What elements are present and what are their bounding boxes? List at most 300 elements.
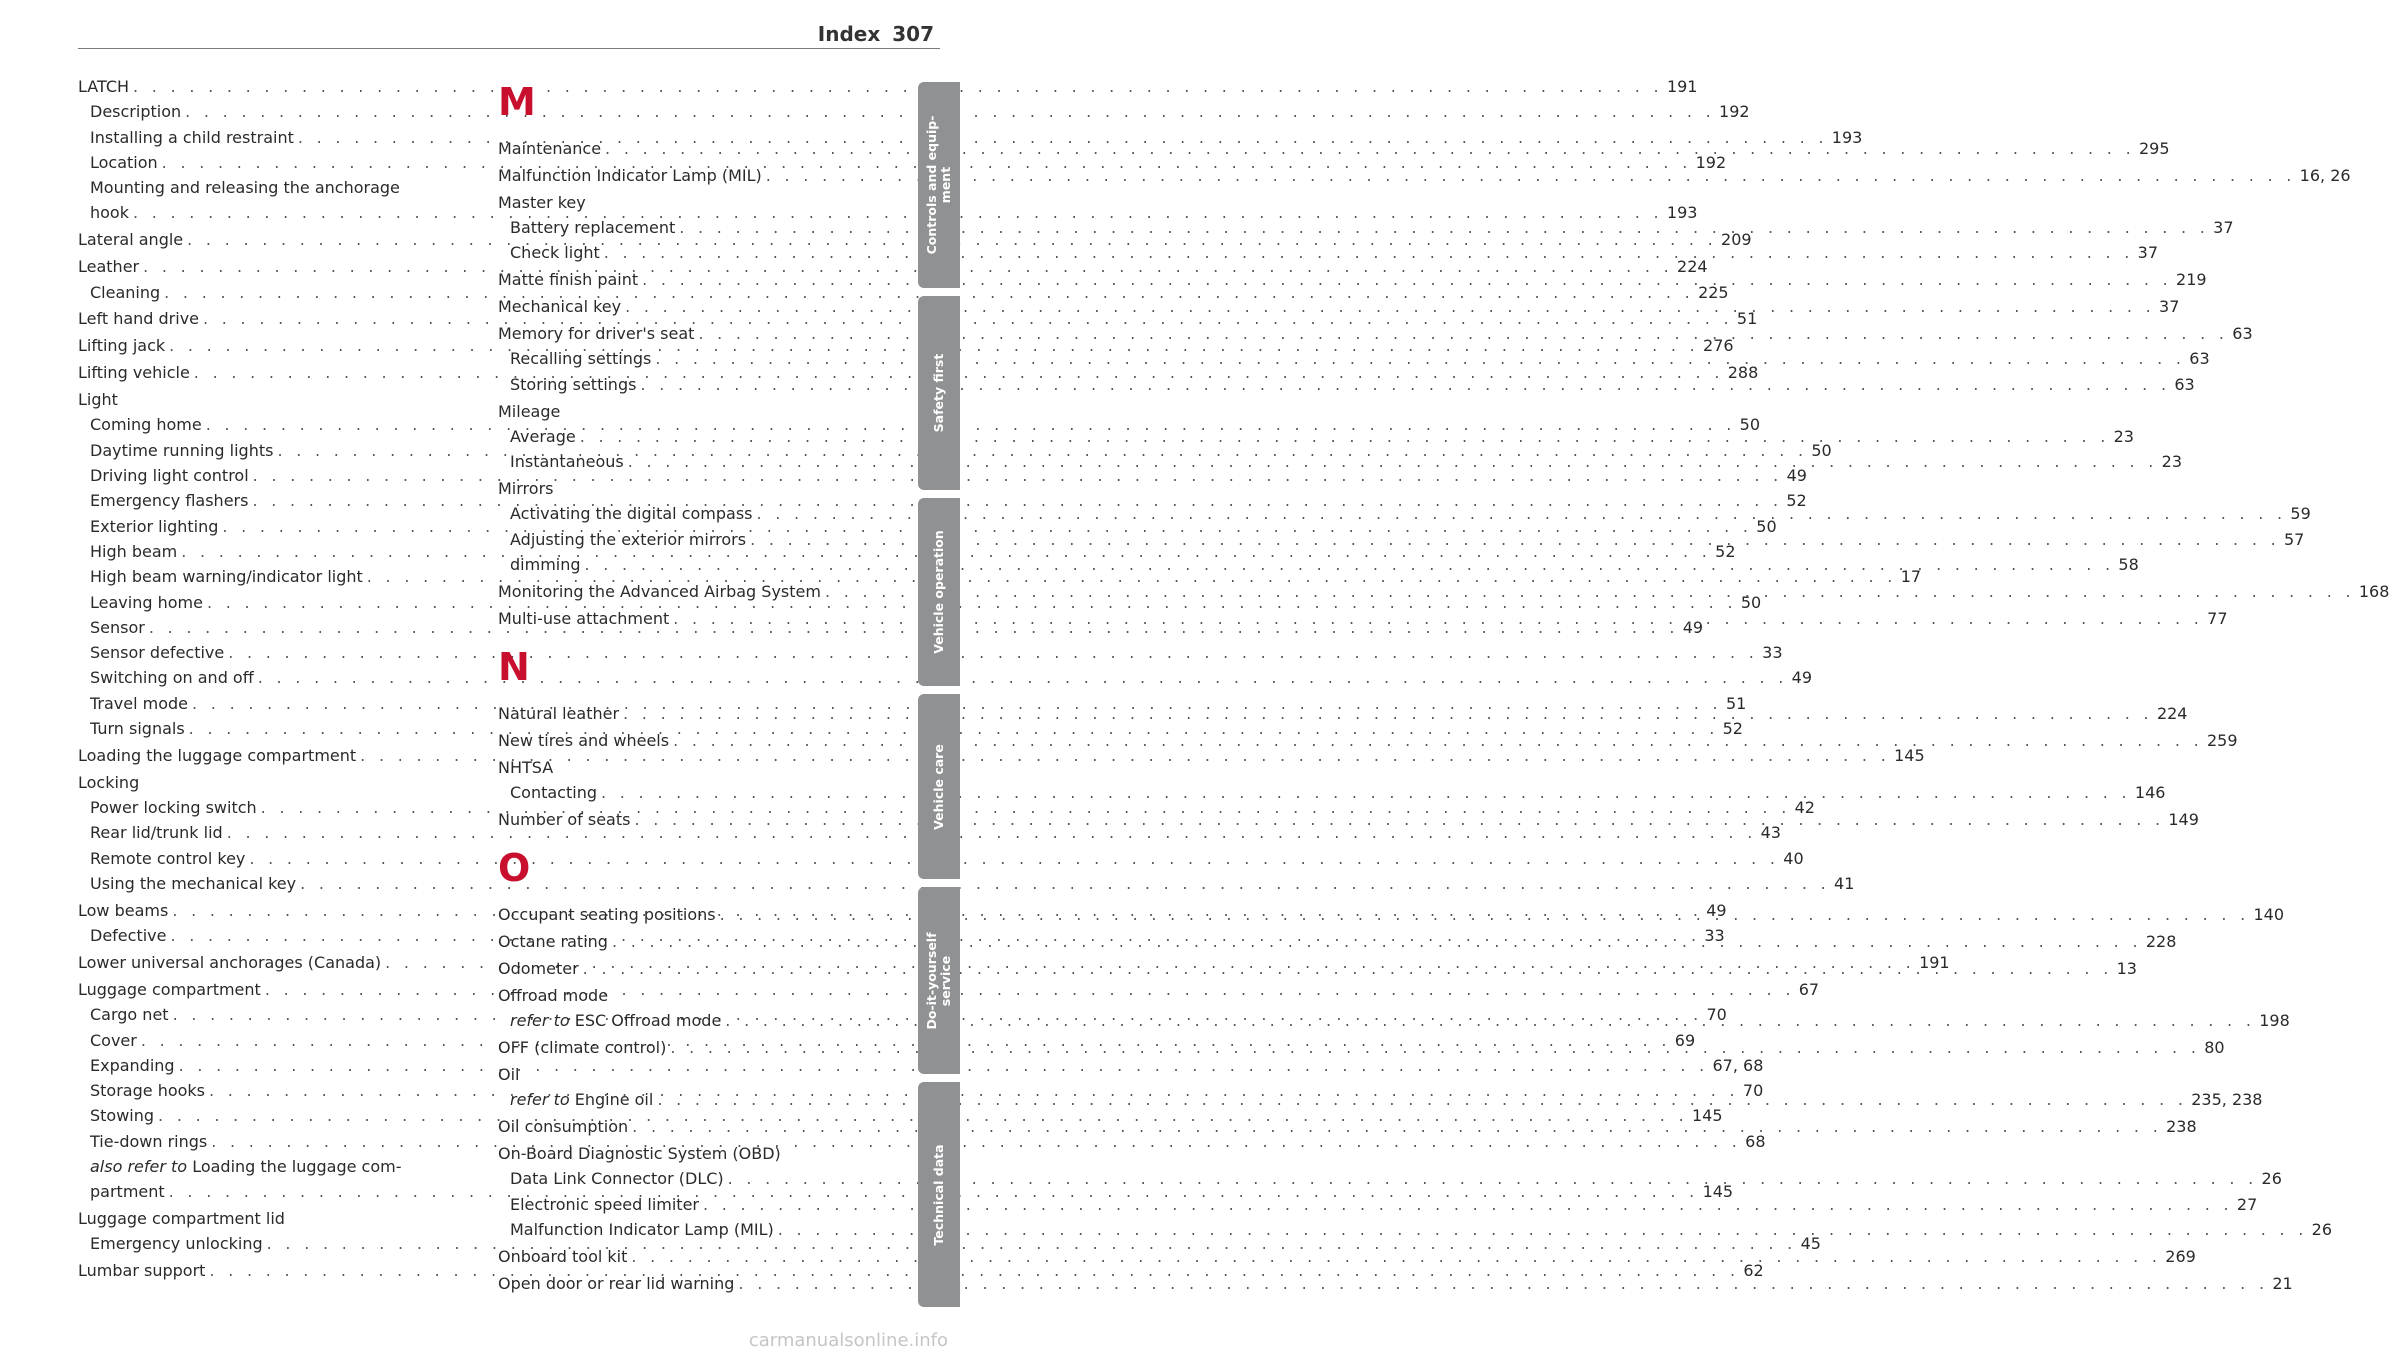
entry-page: 238: [2166, 1117, 2197, 1137]
entry-text: On-Board Diagnostic System (OBD): [498, 1144, 781, 1164]
entry-text: Average: [510, 426, 576, 446]
entry-text: Contacting: [510, 783, 597, 803]
entry-label: [498, 807, 630, 832]
entry-label: [510, 527, 746, 552]
entry-page: 33: [1762, 643, 1783, 663]
index-entry: [78, 463, 1807, 488]
dot-leader: [585, 552, 2115, 577]
dot-leader: [825, 579, 2355, 604]
entry-text: Emergency unlocking: [90, 1234, 263, 1254]
entry-page: 146: [2134, 783, 2166, 803]
cross-reference: refer to: [510, 1090, 570, 1110]
entry-page: 67, 68: [1712, 1055, 1764, 1075]
entry-text: Location: [90, 152, 158, 172]
entry-text: Master key: [498, 192, 586, 212]
entry-page: 52: [1715, 541, 1736, 561]
entry-label: [90, 125, 294, 150]
entry-text: Data Link Connector (DLC): [510, 1169, 724, 1189]
section-letter: M: [498, 80, 536, 124]
chapter-tab-label: Controls and equip- ment: [924, 115, 953, 255]
dot-leader: [601, 780, 2131, 805]
entry-label: [78, 950, 381, 975]
entry-label: [510, 240, 600, 265]
entry-text: Recalling settings: [510, 349, 652, 369]
entry-text: Leaving home: [90, 592, 203, 612]
entry-label: [90, 200, 129, 225]
entry-label: [510, 1087, 653, 1112]
entry-text: Oil: [498, 1065, 520, 1084]
index-entry: [498, 983, 870, 1008]
entry-label: [90, 150, 158, 175]
entry-page: 70: [1742, 1081, 1764, 1101]
entry-text: Activating the digital compass: [510, 504, 753, 524]
entry-text: Cleaning: [90, 282, 161, 302]
dot-leader: [580, 424, 2110, 449]
entry-text: Sensor defective: [90, 643, 225, 663]
chapter-tab[interactable]: [918, 82, 960, 288]
entry-label: [510, 501, 753, 526]
entry-text: Exterior lighting: [90, 516, 219, 536]
dot-leader: [605, 136, 2135, 161]
entry-text: Coming home: [90, 415, 202, 435]
dot-leader: [640, 372, 2170, 397]
index-entry: [498, 1062, 870, 1087]
entry-page: 77: [2207, 608, 2228, 628]
entry-text: Mounting and releasing the anchorage: [90, 178, 400, 198]
entry-page: 51: [1725, 693, 1747, 713]
dot-leader: [634, 807, 2164, 832]
entry-label: [498, 163, 762, 188]
cross-reference: refer to: [510, 1011, 570, 1031]
entry-label: [498, 701, 619, 726]
entry-text: Leather: [78, 257, 140, 277]
entry-page: 63: [2174, 374, 2195, 394]
entry-text: Description: [90, 102, 182, 122]
entry-page: 191: [1666, 77, 1698, 96]
entry-page: 50: [1756, 516, 1777, 536]
dot-leader: [673, 728, 2203, 753]
watermark: carmanualsonline.info: [748, 1330, 948, 1351]
entry-page: 145: [1702, 1182, 1734, 1202]
dot-leader: [657, 1087, 2187, 1112]
entry-label: [498, 956, 579, 981]
entry-page: 69: [1674, 1030, 1696, 1050]
entry-label: [510, 449, 624, 474]
entry-page: 50: [1740, 592, 1762, 612]
entry-label: [78, 1258, 205, 1283]
index-entry: [498, 163, 2351, 188]
entry-page: 59: [2290, 504, 2311, 524]
entry-page: 23: [2113, 426, 2134, 446]
entry-text: Malfunction Indicator Lamp (MIL): [510, 1219, 774, 1239]
entry-text: partment: [90, 1182, 165, 1202]
index-entry: [78, 1154, 452, 1179]
entry-text: Light: [78, 390, 118, 410]
dot-leader: [670, 1035, 2200, 1060]
entry-page: 40: [1783, 848, 1804, 868]
chapter-tab[interactable]: [918, 694, 960, 879]
index-entry: [78, 175, 452, 200]
entry-page: 193: [1831, 127, 1863, 147]
entry-text: Open door or rear lid warning: [498, 1273, 735, 1293]
dot-leader: [628, 449, 2158, 474]
entry-label: [510, 552, 581, 577]
chapter-tab[interactable]: [918, 498, 960, 686]
entry-text: Remote control key: [90, 848, 246, 868]
entry-page: 70: [1706, 1005, 1727, 1025]
index-entry: [78, 846, 1804, 871]
entry-text: Battery replacement: [510, 218, 676, 238]
entry-page: 58: [2118, 554, 2139, 574]
page-header: [818, 22, 934, 46]
entry-label: [498, 929, 608, 954]
dot-leader: [612, 929, 2142, 954]
entry-page: 269: [2165, 1246, 2196, 1266]
entry-page: 50: [1811, 440, 1832, 460]
entry-label: [498, 294, 621, 319]
entry-label: [498, 321, 694, 346]
entry-label: [510, 346, 651, 371]
dot-leader: [642, 267, 2172, 292]
entry-text: Switching on and off: [90, 668, 254, 688]
entry-label: [498, 399, 560, 424]
entry-text: Installing a child restraint: [90, 127, 294, 147]
entry-text: Check light: [510, 243, 600, 263]
entry-label: [498, 1141, 781, 1166]
entry-text: Stowing: [90, 1106, 155, 1126]
entry-label: [90, 412, 202, 437]
entry-label: [78, 74, 129, 99]
entry-text: Left hand drive: [78, 309, 200, 329]
entry-text: hook: [90, 203, 129, 223]
entry-page: 191: [1919, 953, 1950, 973]
index-entry: [78, 74, 1698, 99]
entry-page: 37: [2137, 243, 2159, 263]
entry-page: 17: [1900, 567, 1922, 587]
entry-label: [498, 267, 638, 292]
entry-page: 52: [1722, 718, 1743, 738]
entry-page: 168: [2358, 581, 2389, 601]
entry-text: Lower universal anchorages (Canada): [78, 953, 382, 973]
entry-label: [78, 977, 261, 1002]
dot-leader: [258, 665, 1788, 690]
entry-text: Lumbar support: [78, 1261, 206, 1281]
entry-page: 45: [1800, 1234, 1821, 1254]
entry-label: [78, 898, 168, 923]
index-entry: [498, 476, 870, 501]
entry-text: Luggage compartment: [78, 979, 261, 999]
dot-leader: [673, 606, 2203, 631]
entry-text: Adjusting the exterior mirrors: [510, 529, 747, 549]
entry-label: [498, 579, 821, 604]
entry-text: Storing settings: [510, 374, 637, 394]
entry-text: Using the mechanical key: [90, 873, 297, 893]
entry-page: 37: [2159, 297, 2180, 317]
entry-text: Maintenance: [498, 139, 602, 158]
entry-page: 193: [1666, 203, 1698, 223]
entry-page: 192: [1695, 152, 1727, 172]
entry-page: 140: [2253, 905, 2285, 925]
dot-leader: [738, 1271, 2268, 1296]
entry-text: Number of seats: [498, 809, 631, 829]
entry-page: 37: [2213, 218, 2234, 238]
entry-text: Onboard tool kit: [498, 1246, 628, 1266]
entry-label: [498, 1035, 666, 1060]
entry-page: 67: [1798, 979, 1820, 999]
entry-label: [90, 716, 185, 741]
entry-text: dimming: [510, 554, 581, 574]
entry-text: Lifting jack: [78, 336, 166, 356]
entry-label: [90, 175, 400, 200]
entry-text: Luggage compartment lid: [78, 1209, 285, 1229]
entry-text: Turn signals: [90, 718, 185, 738]
entry-label: [510, 1192, 699, 1217]
entry-text: Mirrors: [498, 479, 554, 499]
entry-page: 13: [2116, 959, 2137, 979]
dot-leader: [604, 240, 2134, 265]
chapter-tab-label: Do-it-yourself service: [924, 931, 953, 1030]
entry-page: 42: [1794, 798, 1815, 818]
entry-text: Monitoring the Advanced Airbag System: [498, 581, 821, 601]
entry-label: [90, 564, 363, 589]
index-entry: [78, 640, 1783, 665]
entry-text: Electronic speed limiter: [510, 1194, 699, 1214]
entry-label: [510, 1008, 721, 1033]
entry-label: [78, 360, 190, 385]
entry-label: [498, 1271, 734, 1296]
entry-text: LATCH: [78, 77, 130, 96]
index-entry: [498, 1141, 870, 1166]
entry-text: Oil consumption: [498, 1117, 629, 1137]
entry-text: Odometer: [498, 959, 579, 979]
entry-page: 259: [2206, 730, 2238, 750]
entry-text: New tires and wheels: [498, 730, 670, 750]
chapter-tab-label: Technical data: [931, 1143, 946, 1246]
entry-page: 49: [1786, 466, 1807, 486]
entry-page: 62: [1743, 1261, 1764, 1281]
dot-leader: [655, 346, 2185, 371]
chapter-tab[interactable]: [918, 887, 960, 1074]
entry-page: 80: [2204, 1038, 2225, 1058]
entry-page: 26: [2311, 1219, 2333, 1239]
dot-leader: [750, 527, 2280, 552]
entry-text: Daytime running lights: [90, 440, 274, 460]
entry-text: NHTSA: [498, 757, 554, 777]
entry-page: 145: [1691, 1106, 1723, 1126]
entry-label: [90, 665, 254, 690]
entry-text: Engine oil: [574, 1090, 654, 1110]
chapter-tab-label: Vehicle care: [931, 743, 946, 830]
index-entry: [78, 665, 1813, 690]
entry-text: Matte finish paint: [498, 270, 639, 290]
index-entry: [78, 254, 1708, 279]
entry-text: Multi-use attachment: [498, 608, 670, 628]
entry-text: Cargo net: [90, 1005, 169, 1025]
entry-text: Storage hooks: [90, 1081, 206, 1101]
entry-page: 23: [2161, 452, 2183, 472]
entry-text: Mileage: [498, 401, 561, 421]
entry-label: [78, 743, 356, 768]
entry-label: [510, 372, 636, 397]
index-entry: [78, 1206, 452, 1231]
entry-page: 198: [2259, 1011, 2290, 1031]
entry-label: [78, 770, 139, 795]
entry-text: Mechanical key: [498, 297, 622, 317]
entry-text: Cover: [90, 1030, 137, 1050]
dot-leader: [757, 501, 2287, 526]
entry-label: [90, 871, 296, 896]
entry-page: 41: [1834, 873, 1855, 893]
entry-page: 228: [2145, 932, 2177, 952]
entry-label: [78, 1206, 285, 1231]
entry-label: [498, 728, 669, 753]
entry-label: [90, 1078, 205, 1103]
entry-page: 63: [2189, 349, 2210, 369]
entry-label: [510, 780, 597, 805]
entry-label: [498, 1114, 628, 1139]
entry-page: 43: [1760, 823, 1781, 843]
entry-page: 225: [1698, 282, 1729, 302]
entry-page: 288: [1727, 363, 1759, 383]
chapter-tab-label: Safety first: [931, 353, 946, 433]
entry-label: [90, 438, 273, 463]
entry-label: [90, 99, 181, 124]
entry-text: Low beams: [78, 900, 169, 920]
entry-page: 50: [1739, 415, 1760, 435]
entry-label: [498, 190, 586, 215]
entry-page: 21: [2272, 1273, 2293, 1293]
entry-page: 63: [2232, 324, 2253, 344]
entry-page: 49: [1682, 617, 1704, 637]
entry-label: [78, 333, 165, 358]
entry-label: [90, 1002, 169, 1027]
entry-label: [510, 1166, 724, 1191]
entry-text: Emergency flashers: [90, 491, 249, 511]
entry-page: 219: [2176, 270, 2207, 290]
dot-leader: [631, 1244, 2161, 1269]
index-entry: [498, 1166, 2282, 1191]
entry-label: [90, 1103, 154, 1128]
entry-page: 49: [1706, 900, 1727, 920]
entry-label: [90, 590, 203, 615]
entry-page: 68: [1745, 1131, 1766, 1151]
entry-text: Malfunction Indicator Lamp (MIL): [498, 165, 762, 185]
index-entry: [498, 755, 870, 780]
dot-leader: [679, 215, 2209, 240]
dot-leader: [623, 701, 2153, 726]
entry-page: 33: [1704, 926, 1725, 946]
dot-leader: [625, 294, 2155, 319]
entry-page: 149: [2168, 809, 2199, 829]
entry-label: [498, 136, 601, 161]
entry-label: [90, 1154, 401, 1179]
entry-page: 27: [2236, 1194, 2258, 1214]
entry-text: Rear lid/trunk lid: [90, 823, 223, 843]
entry-label: [90, 463, 249, 488]
entry-label: [498, 755, 553, 780]
entry-page: 224: [1677, 257, 1708, 277]
entry-text: Lateral angle: [78, 230, 184, 250]
chapter-tab-label: Vehicle operation: [931, 530, 946, 654]
entry-label: [90, 795, 257, 820]
entry-label: [90, 615, 145, 640]
entry-label: [90, 923, 166, 948]
entry-text: High beam warning/indicator light: [90, 567, 363, 587]
entry-label: [90, 488, 248, 513]
entry-label: [498, 902, 716, 927]
entry-text: Lifting vehicle: [78, 363, 190, 383]
cross-reference: also refer to: [90, 1157, 188, 1176]
entry-label: [78, 387, 118, 412]
index-entry: [78, 387, 452, 412]
dot-leader: [228, 640, 1758, 665]
entry-text: Locking: [78, 772, 140, 792]
entry-text: ESC Offroad mode: [574, 1011, 722, 1031]
section-title: Index: [817, 22, 881, 46]
index-entry: [498, 399, 870, 424]
entry-page: 224: [2156, 703, 2188, 723]
dot-leader: [249, 846, 1779, 871]
index-entry: [498, 1217, 2333, 1242]
entry-label: [90, 280, 160, 305]
entry-label: [78, 227, 183, 252]
dot-leader: [583, 956, 2113, 981]
section-letter: N: [498, 644, 530, 689]
entry-text: Natural leather: [498, 703, 620, 723]
dot-leader: [766, 163, 2296, 188]
index-entry: [78, 770, 452, 795]
entry-label: [90, 514, 218, 539]
dot-leader: [778, 1217, 2308, 1242]
page-number: 307: [892, 22, 934, 46]
index-entry: [498, 190, 870, 215]
entry-label: [510, 424, 576, 449]
dot-leader: [632, 1114, 2162, 1139]
entry-text: Defective: [90, 926, 167, 946]
entry-page: 209: [1721, 230, 1752, 250]
entry-label: [498, 606, 669, 631]
entry-label: [90, 1179, 165, 1204]
index-entry: [78, 820, 1781, 845]
entry-label: [510, 215, 675, 240]
entry-label: [90, 1129, 207, 1154]
entry-page: 295: [2138, 139, 2170, 158]
entry-label: [498, 1062, 519, 1087]
entry-label: [498, 1244, 627, 1269]
entry-label: [498, 983, 608, 1008]
entry-label: [510, 1217, 774, 1242]
chapter-tab[interactable]: [918, 296, 960, 490]
entry-page: 235, 238: [2191, 1090, 2263, 1110]
entry-text: Occupant seating positions: [498, 905, 716, 925]
entry-text: Tie-down rings: [90, 1131, 208, 1151]
entry-page: 16, 26: [2299, 165, 2351, 185]
entry-page: 51: [1736, 309, 1758, 329]
index-entry: [78, 871, 1855, 896]
chapter-tab[interactable]: [918, 1082, 960, 1307]
entry-label: [90, 846, 245, 871]
entry-text: Instantaneous: [510, 452, 624, 472]
dot-leader: [133, 74, 1663, 99]
index-entry: [78, 99, 1750, 124]
entry-label: [90, 820, 223, 845]
section-letter: O: [498, 846, 531, 891]
index-entry: [498, 780, 2166, 805]
entry-text: Loading the luggage com-: [192, 1157, 402, 1176]
entry-text: Driving light control: [90, 466, 249, 486]
entry-text: Memory for driver's seat: [498, 324, 695, 344]
entry-label: [90, 691, 188, 716]
